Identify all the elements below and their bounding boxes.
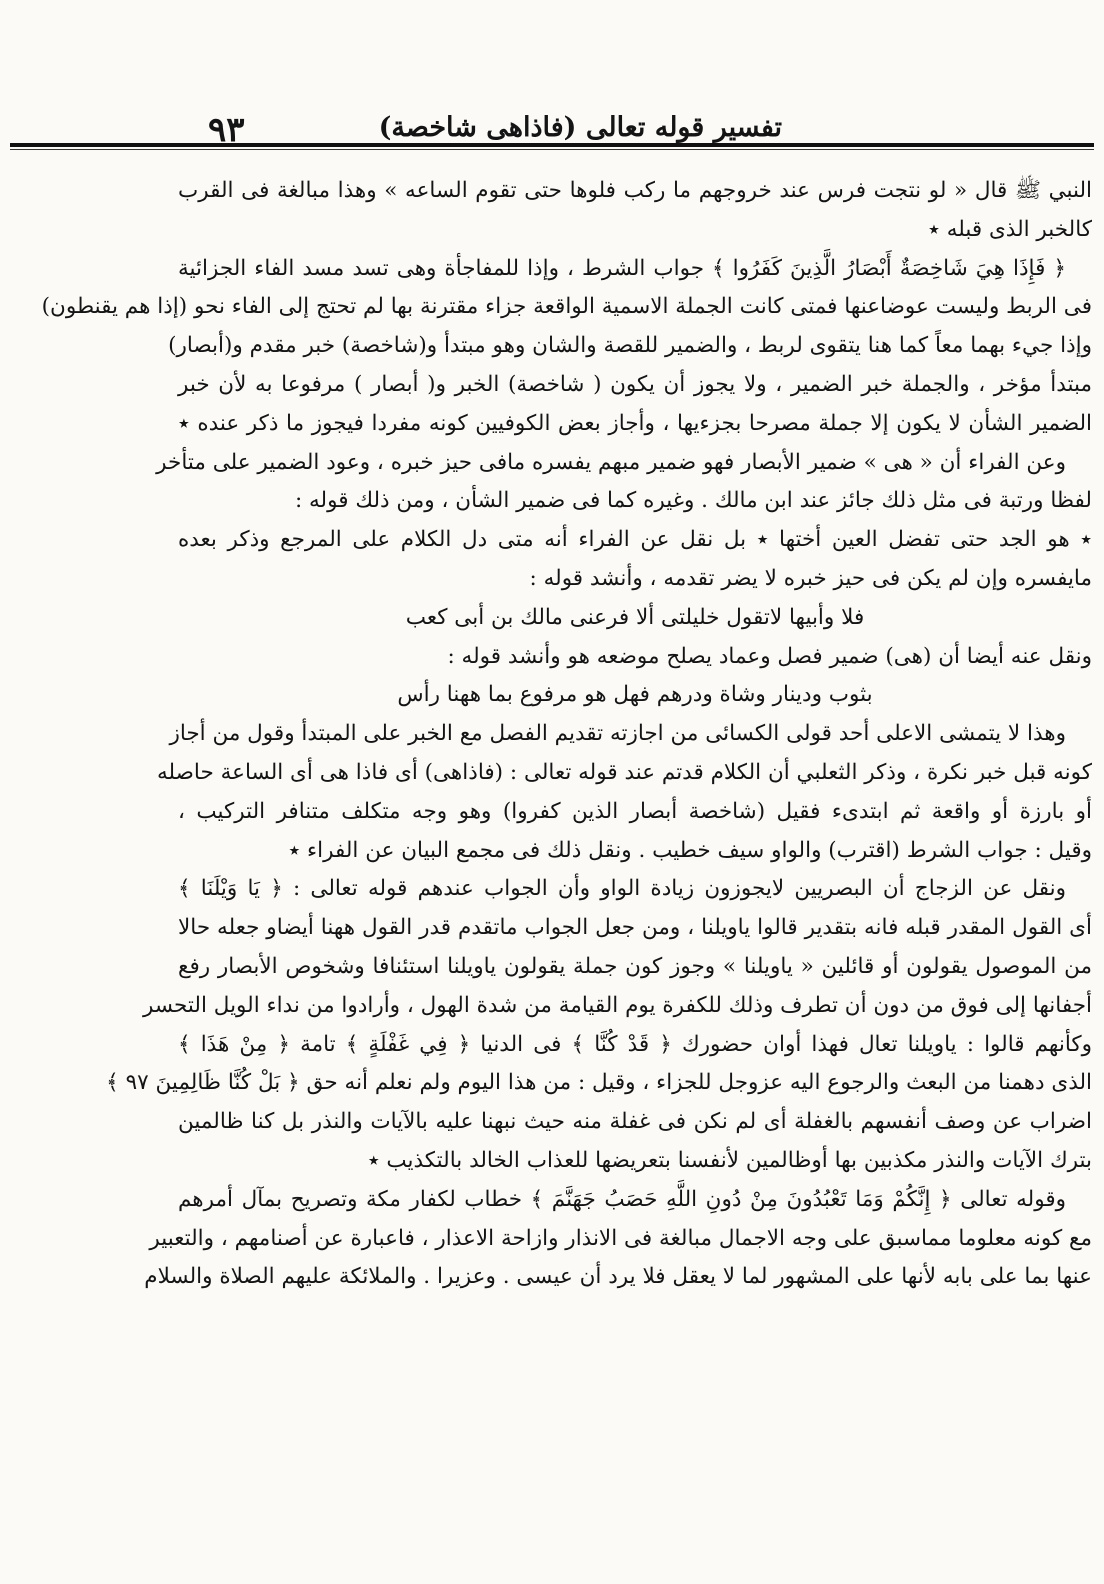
text-line: اضراب عن وصف أنفسهم بالغفلة أى لم نكن فى غفلة منه حيث نبهنا عليه بالآيات والنذر بل كنا ظالمين: [178, 1109, 1092, 1135]
text-line: ٭ هو الجد حتى تفضل العين أختها ٭ بل نقل عن الفراء أنه متى دل الكلام على المرجع وذكر بعده: [178, 527, 1092, 553]
text-line: وإذا جيء بهما معاً كما هنا يتقوى لربط ، والضمير للقصة والشان وهو مبتدأ و(شاخصة) خبر مقدم و(أبصار): [168, 333, 1092, 359]
text-line: وعن الفراء أن « هى » ضمير الأبصار فهو ضمير مبهم يفسره مافى حيز خبره ، وعود الضمير على متأخر: [156, 449, 1066, 475]
text-line: ونقل عن الزجاج أن البصريين لايجوزون زيادة الواو وأن الجواب عندهم قوله تعالى : ﴿ يَا وَيْلَنَا ﴾: [178, 876, 1066, 902]
verse-line: فلا وأبيها لاتقول خليلتى ألا فرعنى مالك بن أبى كعب: [405, 604, 865, 630]
header-rule-thin: [10, 149, 1094, 150]
text-line: أى القول المقدر قبله فانه بتقدير قالوا ياويلنا ، ومن جعل الجواب ماتقدم قدر القول ههنا أيضاو جعله حالا: [178, 915, 1092, 941]
page-number: ٩٣: [208, 110, 245, 150]
text-line: كونه قبل خبر نكرة ، وذكر الثعلبي أن الكلام قدتم عند قوله تعالى : (فاذاهى) أى فاذا هى أى الساعة حاصله: [157, 759, 1092, 785]
text-line: لفظا ورتبة فى مثل ذلك جائز عند ابن مالك . وغيره كما فى ضمير الشأن ، ومن ذلك قوله :: [294, 488, 1092, 514]
book-page: [41, 110, 1092, 1542]
text-line: فى الربط وليست عوضاعنها فمتى كانت الجملة الاسمية الواقعة جزاء مقترنة بها لم تحتج إلى الفاء نحو (إذا هم يقنطون): [41, 294, 1092, 320]
text-line: ونقل عنه أيضا أن (هى) ضمير فصل وعماد يصلح موضعه هو وأنشد قوله :: [447, 643, 1092, 669]
verse-line: بثوب ودينار وشاة ودرهم فهل هو مرفوع بما ههنا رأس: [397, 682, 873, 708]
text-line: وقوله تعالى ﴿ إِنَّكُمْ وَمَا تَعْبُدُونَ مِنْ دُونِ اللَّهِ حَصَبُ جَهَنَّمَ ﴾ خطاب لكفار مكة وتصريح بمآل أمرهم: [178, 1186, 1066, 1212]
text-line: كالخبر الذى قبله ٭: [928, 216, 1092, 242]
header-rule: [10, 143, 1094, 147]
running-title: تفسير قوله تعالى (فاذاهى شاخصة): [378, 112, 782, 143]
text-line: وقيل : جواب الشرط (اقترب) والواو سيف خطيب . ونقل ذلك فى مجمع البيان عن الفراء ٭: [288, 837, 1092, 863]
text-line: أو بارزة أو واقعة ثم ابتدىء فقيل (شاخصة أبصار الذين كفروا) وهو وجه متكلف متنافر التركيب ،: [178, 798, 1092, 824]
text-line: مبتدأ مؤخر ، والجملة خبر الضمير ، ولا يجوز أن يكون ( شاخصة) الخبر و( أبصار ) مرفوعا به لأن خبر: [178, 371, 1092, 397]
text-line: بترك الآيات والنذر مكذبين بها أوظالمين لأنفسنا بتعريضها للعذاب الخالد بالتكذيب ٭: [367, 1147, 1092, 1173]
text-line: أجفانها إلى فوق من دون أن تطرف وذلك للكفرة يوم القيامة من شدة الهول ، وأرادوا من نداء الويل التحسر: [143, 992, 1092, 1018]
text-line: الذى دهمنا من البعث والرجوع اليه عزوجل للجزاء ، وقيل : من هذا اليوم ولم نعلم أنه حق ﴿ بَلْ كُنَّا ظَالِمِينَ ٩٧ ﴾: [106, 1070, 1092, 1096]
text-line: وكأنهم قالوا : ياويلنا تعال فهذا أوان حضورك ﴿ قَدْ كُنَّا ﴾ فى الدنيا ﴿ فِي غَفْلَةٍ ﴾ تامة ﴿ مِنْ هَذَا ﴾: [178, 1031, 1092, 1057]
page-body: [41, 172, 1092, 1297]
text-line: ﴿ فَإِذَا هِيَ شَاخِصَةٌ أَبْصَارُ الَّذِينَ كَفَرُوا ﴾ جواب الشرط ، وإذا للمفاجأة وهى تسد مسد الفاء الجزائية: [178, 255, 1066, 281]
text-line: النبي ﷺ قال « لو نتجت فرس عند خروجهم ما ركب فلوها حتى تقوم الساعه » وهذا مبالغة فى القرب: [178, 178, 1092, 203]
text-line: عنها بما على بابه لأنها على المشهور لما لا يعقل فلا يرد أن عيسى . وعزيرا . والملائكة عليهم الصلاة والسلام: [144, 1264, 1092, 1290]
text-line: مايفسره وإن لم يكن فى حيز خبره لا يضر تقدمه ، وأنشد قوله :: [529, 565, 1092, 591]
text-line: الضمير الشأن لا يكون إلا جملة مصرحا بجزءيها ، وأجاز بعض الكوفيين كونه مفردا فيجوز ما ذكر عنده ٭: [178, 410, 1092, 436]
text-line: وهذا لا يتمشى الاعلى أحد قولى الكسائى من اجازته تقديم الفصل مع الخبر على المبتدأ وقول من أجاز: [169, 721, 1066, 747]
text-line: من الموصول يقولون أو قائلين « ياويلنا » وجوز كون جملة يقولون ياويلنا استئنافا وشخوص الأبصار رفع: [178, 953, 1092, 979]
text-line: مع كونه معلوما مماسبق على وجه الاجمال مبالغة فى الانذار وازاحة الاعذار ، فاعبارة عن أصنامهم ، والتعبير: [149, 1225, 1092, 1251]
